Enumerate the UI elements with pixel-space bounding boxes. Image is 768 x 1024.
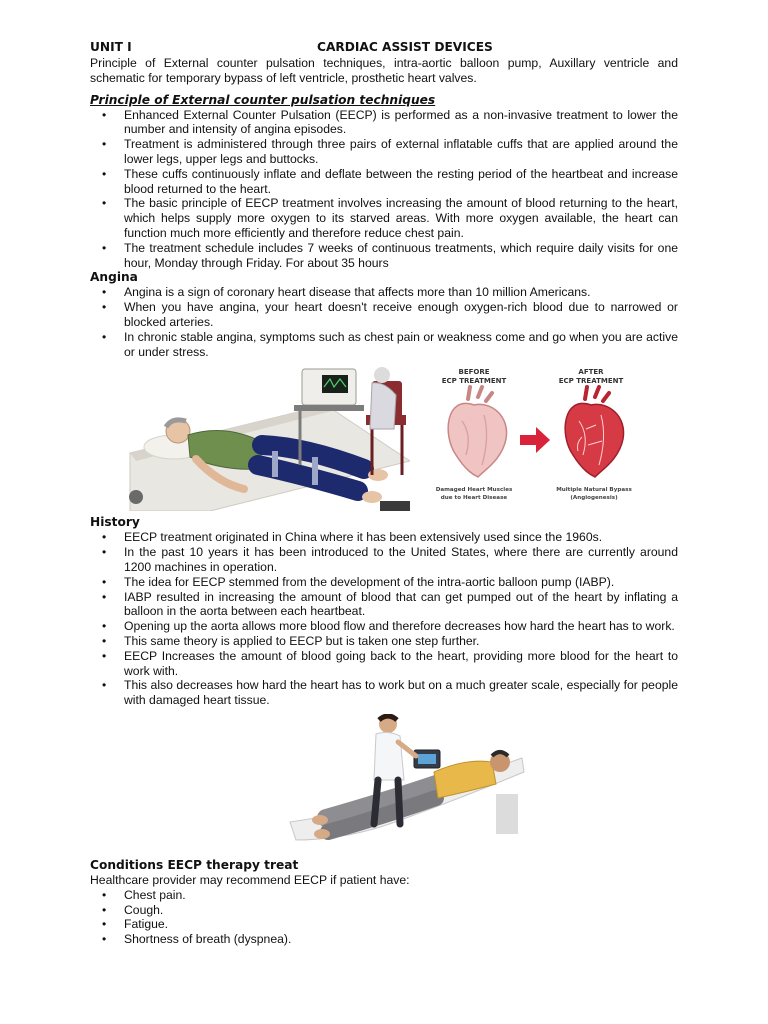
after-label: AFTER: [578, 368, 604, 377]
list-item: • These cuffs continuously inflate and deflate between the resting period of the heartbeat and increase blood returned to the heart.: [90, 167, 678, 197]
list-item: • Treatment is administered through three pairs of external inflatable cuffs that are applied around the lower legs, upper legs and buttocks.: [90, 137, 678, 167]
eecp-patient-image: [126, 365, 410, 511]
header-row: [90, 40, 678, 56]
list-item: • Opening up the aorta allows more blood flow and therefore decreases how hard the heart has to work.: [90, 619, 678, 634]
section-heading-conditions: Conditions EECP therapy treat: [90, 857, 299, 872]
list-item: • Angina is a sign of coronary heart disease that affects more than 10 million Americans.: [90, 285, 678, 300]
principle-list: [90, 108, 678, 271]
list-item: • EECP Increases the amount of blood going back to the heart, providing more blood for the heart to work with.: [90, 649, 678, 679]
after-caption-sub: (Angiogenesis): [570, 495, 618, 502]
list-item: • Shortness of breath (dyspnea).: [90, 932, 678, 947]
list-item: • When you have angina, your heart doesn't receive enough oxygen-rich blood due to narrowed or blocked arteries.: [90, 300, 678, 330]
page-title: CARDIAC ASSIST DEVICES: [317, 40, 493, 54]
figure-row-eecp: [90, 365, 678, 511]
unit-label: UNIT I: [90, 40, 132, 54]
list-item: • The basic principle of EECP treatment involves increasing the amount of blood returning to the heart, which helps supply more oxygen to its starved areas. With more oxygen available, the heart can function much more efficiently and therefore reduce chest pain.: [90, 196, 678, 240]
conditions-list: [90, 888, 678, 947]
intro-paragraph: Principle of External counter pulsation techniques, intra-aortic balloon pump, Auxillary ventricle and schematic for temporary bypass of left ventricle, prosthetic heart valves.: [90, 56, 678, 85]
healthy-heart-icon: [565, 387, 623, 477]
list-item: • EECP treatment originated in China where it has been extensively used since the 1960s.: [90, 530, 678, 545]
before-caption: Damaged Heart Muscles: [436, 487, 513, 494]
list-item: • This also decreases how hard the heart has to work but on a much greater scale, especially for people with damaged heart tissue.: [90, 678, 678, 708]
eecp-nurse-patient-image: [286, 714, 526, 850]
heart-comparison-image: [436, 365, 636, 511]
angina-list: [90, 285, 678, 359]
list-item: • Cough.: [90, 903, 678, 918]
figure-row-nurse: [90, 714, 678, 850]
list-item: • The idea for EECP stemmed from the development of the intra-aortic balloon pump (IABP).: [90, 575, 678, 590]
list-item: • IABP resulted in increasing the amount of blood that can get pumped out of the heart by inflating a balloon in the aorta between each heartbeat.: [90, 590, 678, 620]
history-list: [90, 530, 678, 708]
conditions-intro: Healthcare provider may recommend EECP if patient have:: [90, 872, 410, 887]
damaged-heart-icon: [448, 387, 506, 477]
before-label: BEFORE: [458, 368, 490, 377]
list-item: • Enhanced External Counter Pulsation (EECP) is performed as a non-invasive treatment to lower the number and intensity of angina episodes.: [90, 108, 678, 138]
section-heading-history: History: [90, 515, 140, 530]
before-label-sub: ECP TREATMENT: [441, 377, 507, 386]
list-item: • Chest pain.: [90, 888, 678, 903]
after-caption: Multiple Natural Bypass: [556, 487, 632, 494]
list-item: • In chronic stable angina, symptoms such as chest pain or weakness come and go when you are active or under stress.: [90, 330, 678, 360]
list-item: • In the past 10 years it has been introduced to the United States, where there are currently around 1200 machines in operation.: [90, 545, 678, 575]
after-label-sub: ECP TREATMENT: [558, 377, 624, 386]
before-caption-sub: due to Heart Disease: [440, 495, 508, 502]
section-heading-principle: Principle of External counter pulsation techniques: [90, 92, 436, 107]
section-heading-angina: Angina: [90, 270, 138, 285]
list-item: • This same theory is applied to EECP but is taken one step further.: [90, 634, 678, 649]
arrow-right-icon: [520, 427, 550, 453]
list-item: • Fatigue.: [90, 917, 678, 932]
document-page: [90, 40, 678, 947]
list-item: • The treatment schedule includes 7 weeks of continuous treatments, which require daily visits for one hour, Monday through Friday. For about 35 hours: [90, 241, 678, 271]
